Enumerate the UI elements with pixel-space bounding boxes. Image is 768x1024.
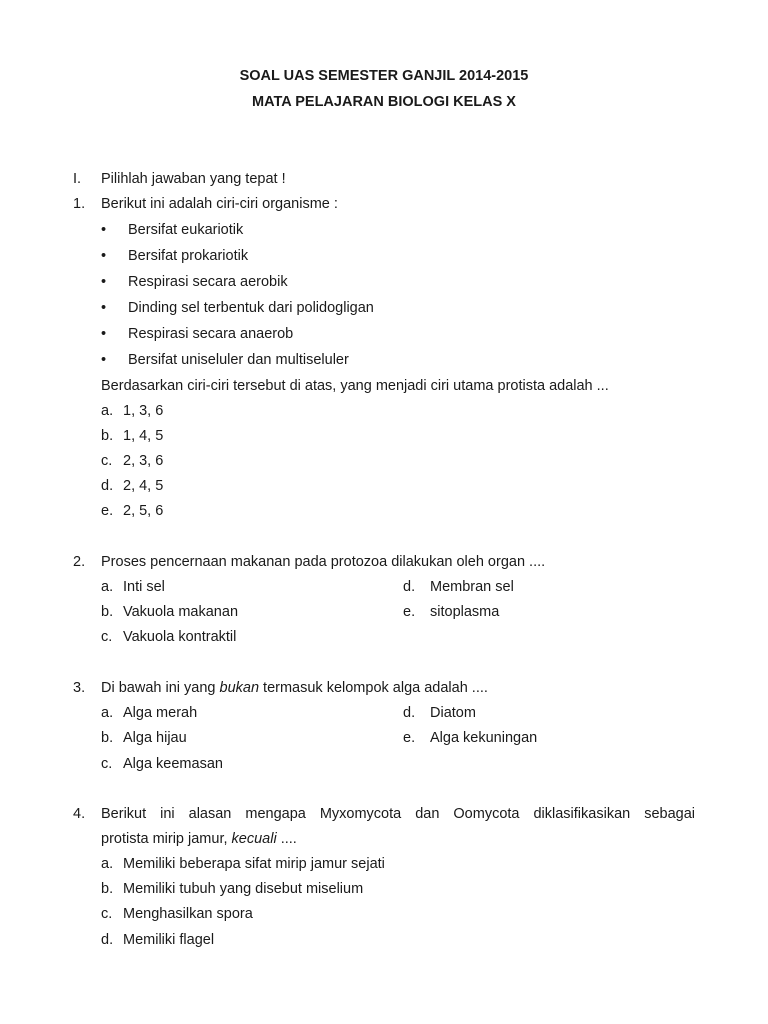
question-emphasis: kecuali bbox=[231, 831, 277, 847]
option-text: 2, 4, 5 bbox=[123, 478, 164, 494]
option-text: Vakuola kontraktil bbox=[123, 629, 237, 645]
option-text: Alga merah bbox=[123, 705, 198, 721]
option-letter: b. bbox=[101, 604, 114, 620]
option-letter: a. bbox=[101, 403, 114, 419]
question-text-line-2 bbox=[101, 830, 297, 848]
question-emphasis: bukan bbox=[219, 680, 260, 696]
option-letter: e. bbox=[101, 503, 114, 519]
option-text: Menghasilkan spora bbox=[123, 906, 253, 922]
question-number: 1. bbox=[73, 196, 86, 212]
option-letter: d. bbox=[101, 478, 114, 494]
question-number: 3. bbox=[73, 680, 86, 696]
option-letter: b. bbox=[101, 881, 114, 897]
option-text: Vakuola makanan bbox=[123, 604, 239, 620]
option-text: Alga hijau bbox=[123, 730, 187, 746]
option-text: Memiliki beberapa sifat mirip jamur sejati bbox=[123, 856, 385, 872]
section-number: I. bbox=[73, 171, 82, 187]
option-text: Alga keemasan bbox=[123, 756, 223, 772]
option-letter: d. bbox=[403, 705, 416, 721]
option-text: Diatom bbox=[430, 705, 476, 721]
bullet-icon: • bbox=[101, 352, 107, 368]
bullet-icon: • bbox=[101, 274, 107, 290]
option-letter: c. bbox=[101, 906, 113, 922]
bullet-icon: • bbox=[101, 300, 107, 316]
option-text: Alga kekuningan bbox=[430, 730, 538, 746]
option-text: Memiliki tubuh yang disebut miselium bbox=[123, 881, 364, 897]
option-text: Memiliki flagel bbox=[123, 932, 215, 948]
option-letter: c. bbox=[101, 629, 113, 645]
question-text: Proses pencernaan makanan pada protozoa dilakukan oleh organ .... bbox=[101, 554, 546, 570]
bullet-item: Dinding sel terbentuk dari polidogligan bbox=[128, 300, 374, 316]
bullet-icon: • bbox=[101, 326, 107, 342]
option-letter: c. bbox=[101, 453, 113, 469]
option-text: Membran sel bbox=[430, 579, 514, 595]
option-letter: e. bbox=[403, 730, 416, 746]
bullet-item: Bersifat prokariotik bbox=[128, 248, 249, 264]
option-text: 2, 3, 6 bbox=[123, 453, 164, 469]
option-letter: e. bbox=[403, 604, 416, 620]
bullet-item: Respirasi secara anaerob bbox=[128, 326, 294, 342]
exam-subtitle: MATA PELAJARAN BIOLOGI KELAS X bbox=[252, 94, 516, 110]
option-letter: b. bbox=[101, 730, 114, 746]
question-text: Berikut ini adalah ciri-ciri organisme : bbox=[101, 196, 338, 212]
option-text: 1, 4, 5 bbox=[123, 428, 164, 444]
option-letter: a. bbox=[101, 579, 114, 595]
question-text-line-1: Berikut ini alasan mengapa Myxomycota dan Oomycota diklasifikasikan sebagai bbox=[101, 806, 695, 822]
option-letter: b. bbox=[101, 428, 114, 444]
option-text: sitoplasma bbox=[430, 604, 500, 620]
question-number: 4. bbox=[73, 806, 86, 822]
option-letter: d. bbox=[101, 932, 114, 948]
exam-title: SOAL UAS SEMESTER GANJIL 2014-2015 bbox=[239, 68, 529, 84]
option-text: 2, 5, 6 bbox=[123, 503, 164, 519]
option-letter: d. bbox=[403, 579, 416, 595]
bullet-item: Bersifat eukariotik bbox=[128, 222, 244, 238]
bullet-icon: • bbox=[101, 222, 107, 238]
question-text-part: Di bawah ini yang bbox=[101, 680, 220, 696]
option-letter: c. bbox=[101, 756, 113, 772]
bullet-item: Bersifat uniseluler dan multiseluler bbox=[128, 352, 349, 368]
question-text-part: .... bbox=[276, 831, 297, 847]
question-text bbox=[101, 679, 488, 697]
option-text: Inti sel bbox=[123, 579, 165, 595]
option-letter: a. bbox=[101, 705, 114, 721]
bullet-item: Respirasi secara aerobik bbox=[128, 274, 288, 290]
question-number: 2. bbox=[73, 554, 86, 570]
bullet-icon: • bbox=[101, 248, 107, 264]
option-text: 1, 3, 6 bbox=[123, 403, 164, 419]
section-instruction: Pilihlah jawaban yang tepat ! bbox=[101, 171, 286, 187]
question-followup: Berdasarkan ciri-ciri tersebut di atas, yang menjadi ciri utama protista adalah ... bbox=[101, 378, 609, 394]
option-letter: a. bbox=[101, 856, 114, 872]
question-text-part: protista mirip jamur, bbox=[101, 831, 232, 847]
question-text-part: termasuk kelompok alga adalah .... bbox=[259, 680, 488, 696]
